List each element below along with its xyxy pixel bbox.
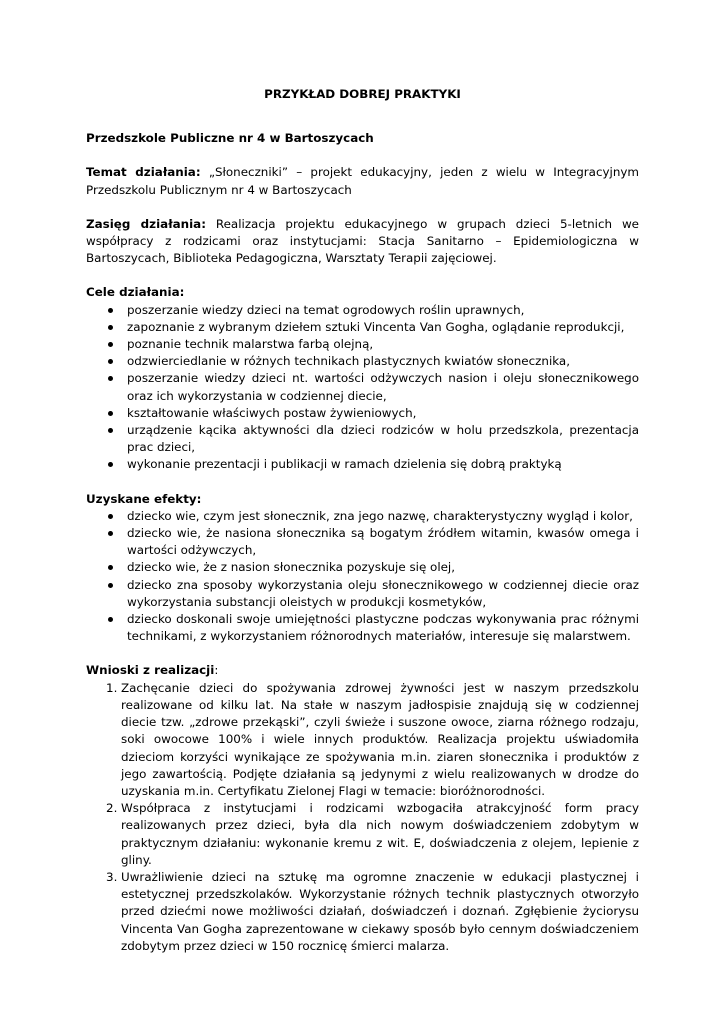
goal-item: odzwierciedlanie w różnych technikach plastycznych kwiatów słonecznika, [86,353,639,370]
goal-item: poszerzanie wiedzy dzieci na temat ogrodowych roślin uprawnych, [86,302,639,319]
bullet-icon [108,531,113,536]
effect-item: dziecko zna sposoby wykorzystania oleju słonecznikowego w codziennej diecie oraz wykorzystania substancji oleistych w produkcji kosmetyków, [86,577,639,611]
effect-item: dziecko wie, że nasiona słonecznika są bogatym źródłem witamin, kwasów omega i wartości odżywczych, [86,525,639,559]
goal-item: urządzenie kącika aktywności dla dzieci rodziców w holu przedszkola, prezentacja prac dzieci, [86,422,639,456]
effect-item: dziecko wie, czym jest słonecznik, zna jego nazwę, charakterystyczny wygląd i kolor, [86,508,639,525]
bullet-icon [108,325,113,330]
scope-label: Zasięg działania: [86,216,206,231]
goals-heading: Cele działania: [86,285,185,300]
scope-text: Realizacja projektu edukacyjnego w grupach dzieci 5-letnich we współpracy z rodzicami oraz instytucjami: Stacja Sanitarno – Epidemiologiczna w Bartoszycach, Biblioteka Pedagogiczna, Warsztaty Terapii zajęciowej. [86,216,639,266]
topic-label: Temat działania: [86,165,201,180]
bullet-icon [108,565,113,570]
conclusion-number: 2. [106,801,118,816]
goal-item: poznanie technik malarstwa farbą olejną, [86,336,639,353]
conclusions-list [86,680,639,955]
bullet-icon [108,359,113,364]
goal-item: zapoznanie z wybranym dziełem sztuki Vincenta Van Gogha, oglądanie reprodukcji, [86,319,639,336]
bullet-icon [108,583,113,588]
effects-heading: Uzyskane efekty: [86,491,202,506]
bullet-icon [108,514,113,519]
bullet-icon [108,411,113,416]
goals-list [86,302,639,474]
conclusion-item: 1. Zachęcanie dzieci do spożywania zdrowej żywności jest w naszym przedszkolu realizowane od kilku lat. Na stałe w naszym jadłospisie znajdują się w codziennej diecie tzw. „zdrowe przekąski”, czyli świeże i suszone owoce, ziarna różnego rodzaju, soki owocowe 100% i wiele innych produktów. Realizacja projektu uświadomiła dzieciom korzyści wynikające ze spożywania m.in. ziaren słonecznika i produktów z jego zawartością. Podjęte działania są jedynymi z wielu realizowanych w drodze do uzyskania m.in. Certyfikatu Zielonej Flagi w temacie: bioróżnorodności. [106,680,639,798]
bullet-icon [108,428,113,433]
document-body [86,80,639,955]
conclusions-heading: Wnioski z realizacji: [86,663,219,678]
topic-paragraph [86,164,639,198]
conclusion-item: 3. Uwrażliwienie dzieci na sztukę ma ogromne znaczenie w edukacji plastycznej i estetycznej przedszkolaków. Wykorzystanie różnych technik plastycznych otworzyło przed dziećmi nowe możliwości działań, doświadczeń i doznań. Zgłębienie życiorysu Vincenta Van Gogha zaprezentowane w ciekawy sposób było cennym doświadczeniem zdobytym przez dzieci w 150 rocznicę śmierci malarza. [106,869,639,953]
bullet-icon [108,376,113,381]
conclusion-number: 1. [106,680,118,695]
effect-item: dziecko wie, że z nasion słonecznika pozyskuje się olej, [86,559,639,576]
bullet-icon [108,342,113,347]
conclusion-number: 3. [106,869,118,884]
goal-item: wykonanie prezentacji i publikacji w ramach dzielenia się dobrą praktyką [86,456,639,473]
bullet-icon [108,308,113,313]
conclusion-item: 2. Współpraca z instytucjami i rodzicami wzbogaciła atrakcyjność form pracy realizowanych przez dzieci, była dla nich nowym doświadczeniem zdobytym w praktycznym działaniu: wykonanie kremu z wit. E, doświadczenia z olejem, lepienie z gliny. [106,801,639,867]
bullet-icon [108,617,113,622]
goal-item: kształtowanie właściwych postaw żywieniowych, [86,405,639,422]
document-title: PRZYKŁAD DOBREJ PRAKTYKI [264,87,461,101]
topic-text: „Słoneczniki” – projekt edukacyjny, jeden z wielu w Integracyjnym Przedszkolu Publicznym nr 4 w Bartoszycach [86,165,639,197]
goal-item: poszerzanie wiedzy dzieci nt. wartości odżywczych nasion i oleju słonecznikowego oraz ich wykorzystania w codziennej diecie, [86,370,639,404]
organization-heading: Przedszkole Publiczne nr 4 w Bartoszycach [86,131,374,146]
effects-list [86,508,639,646]
scope-paragraph [86,216,639,268]
bullet-icon [108,462,113,467]
effect-item: dziecko doskonali swoje umiejętności plastyczne podczas wykonywania prac różnymi technikami, z wykorzystaniem różnorodnych materiałów, interesuje się malarstwem. [86,611,639,645]
